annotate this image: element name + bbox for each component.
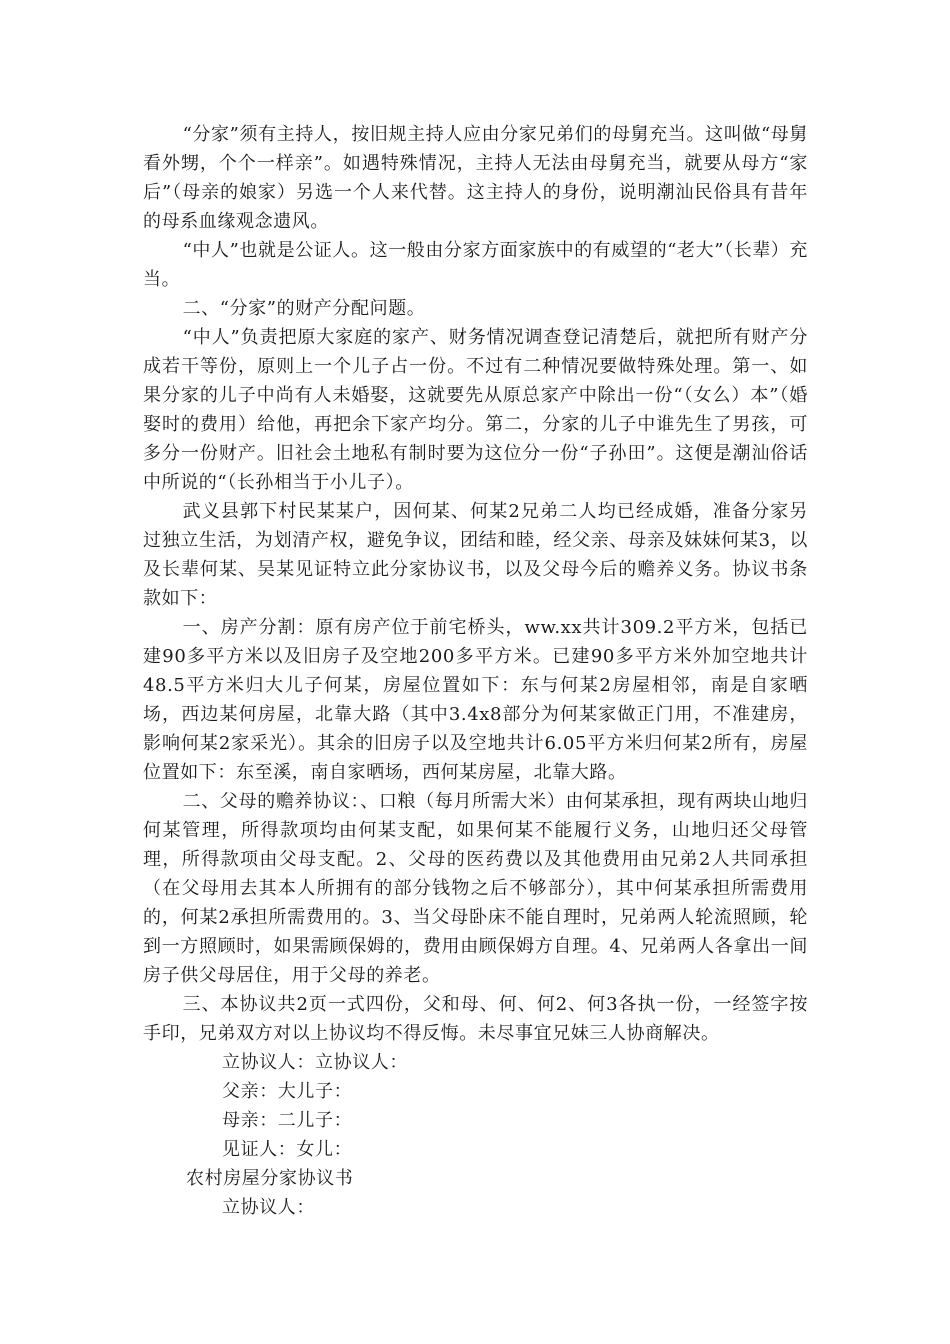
signature-line-parties: 立协议人：立协议人： bbox=[222, 1052, 408, 1073]
signature-line-father-son1: 父亲：大儿子： bbox=[222, 1081, 353, 1102]
paragraph-middleman: “中人”也就是公证人。这一般由分家方面家族中的有威望的“老大”（长辈）充当。 bbox=[143, 240, 808, 290]
document-body bbox=[143, 120, 808, 1222]
clause-parent-support: 二、父母的赡养协议：、口粮（每月所需大米）由何某承担，现有两块山地归何某管理，所得款项均由何某支配，如果何某不能履行义务，山地归还父母管理，所得款项由父母支配。2、父母的医药费以及其他费用由兄弟2人共同承担（在父母用去其本人所拥有的部分钱物之后不够部分），其中何某承担所需费用的，何某2承担所需费用的。3、当父母卧床不能自理时，兄弟两人轮流照顾，轮到一方照顾时，如果需顾保姆的，费用由顾保姆方自理。4、兄弟两人各拿出一间房子供父母居住，用于父母的养老。 bbox=[143, 791, 808, 986]
paragraph-agreement-intro: 武义县郭下村民某某户，因何某、何某2兄弟二人均已经成婚，准备分家另过独立生活，为划清产权，避免争议，团结和睦，经父亲、母亲及妹妹何某3，以及长辈何某、吴某见证特立此分家协议书，以及父母今后的赡养义务。协议书条款如下： bbox=[143, 501, 808, 609]
clause-copies: 三、本协议共2页一式四份，父和母、何、何2、何3各执一份，一经签字按手印，兄弟双方对以上协议均不得反悔。未尽事宜兄妹三人协商解决。 bbox=[143, 994, 808, 1044]
paragraph-property-division: “中人”负责把原大家庭的家产、财务情况调查登记清楚后，就把所有财产分成若干等份，原则上一个儿子占一份。不过有二种情况要做特殊处理。第一、如果分家的儿子中尚有人未婚娶，这就要先从原总家产中除出一份“（女么）本”（婚娶时的费用）给他，再把余下家产均分。第二，分家的儿子中谁先生了男孩，可多分一份财产。旧社会土地私有制时要为这位分一份“子孙田”。这便是潮汕俗话中所说的“（长孙相当于小儿子）。 bbox=[143, 327, 808, 493]
paragraph-host: “分家”须有主持人，按旧规主持人应由分家兄弟们的母舅充当。这叫做“母舅看外甥，个个一样亲”。如遇特殊情况，主持人无法由母舅充当，就要从母方“家后”（母亲的娘家）另选一个人来代替。这主持人的身份，说明潮汕民俗具有昔年的母系血缘观念遗风。 bbox=[143, 124, 808, 232]
second-document-title: 农村房屋分家协议书 bbox=[186, 1168, 354, 1189]
signature-line-witness-daughter: 见证人：女儿： bbox=[222, 1139, 353, 1160]
signature-line-mother-son2: 母亲：二儿子： bbox=[222, 1110, 353, 1131]
section-heading-property: 二、“分家”的财产分配问题。 bbox=[182, 298, 426, 319]
clause-house-division: 一、房产分割：原有房产位于前宅桥头，ww.xx共计309.2平方米，包括已建90多平方米以及旧房子及空地200多平方米。已建90多平方米外加空地共计48.5平方米归大儿子何某，房屋位置如下：东与何某2房屋相邻，南是自家晒场，西边某何房屋，北靠大路（其中3.4x8部分为何某家做正门用，不准建房，影响何某2家采光）。其余的旧房子以及空地共计6.05平方米归何某2所有，房屋位置如下：东至溪，南自家晒场，西何某房屋，北靠大路。 bbox=[143, 617, 808, 783]
signature-line-final: 立协议人： bbox=[222, 1197, 315, 1218]
